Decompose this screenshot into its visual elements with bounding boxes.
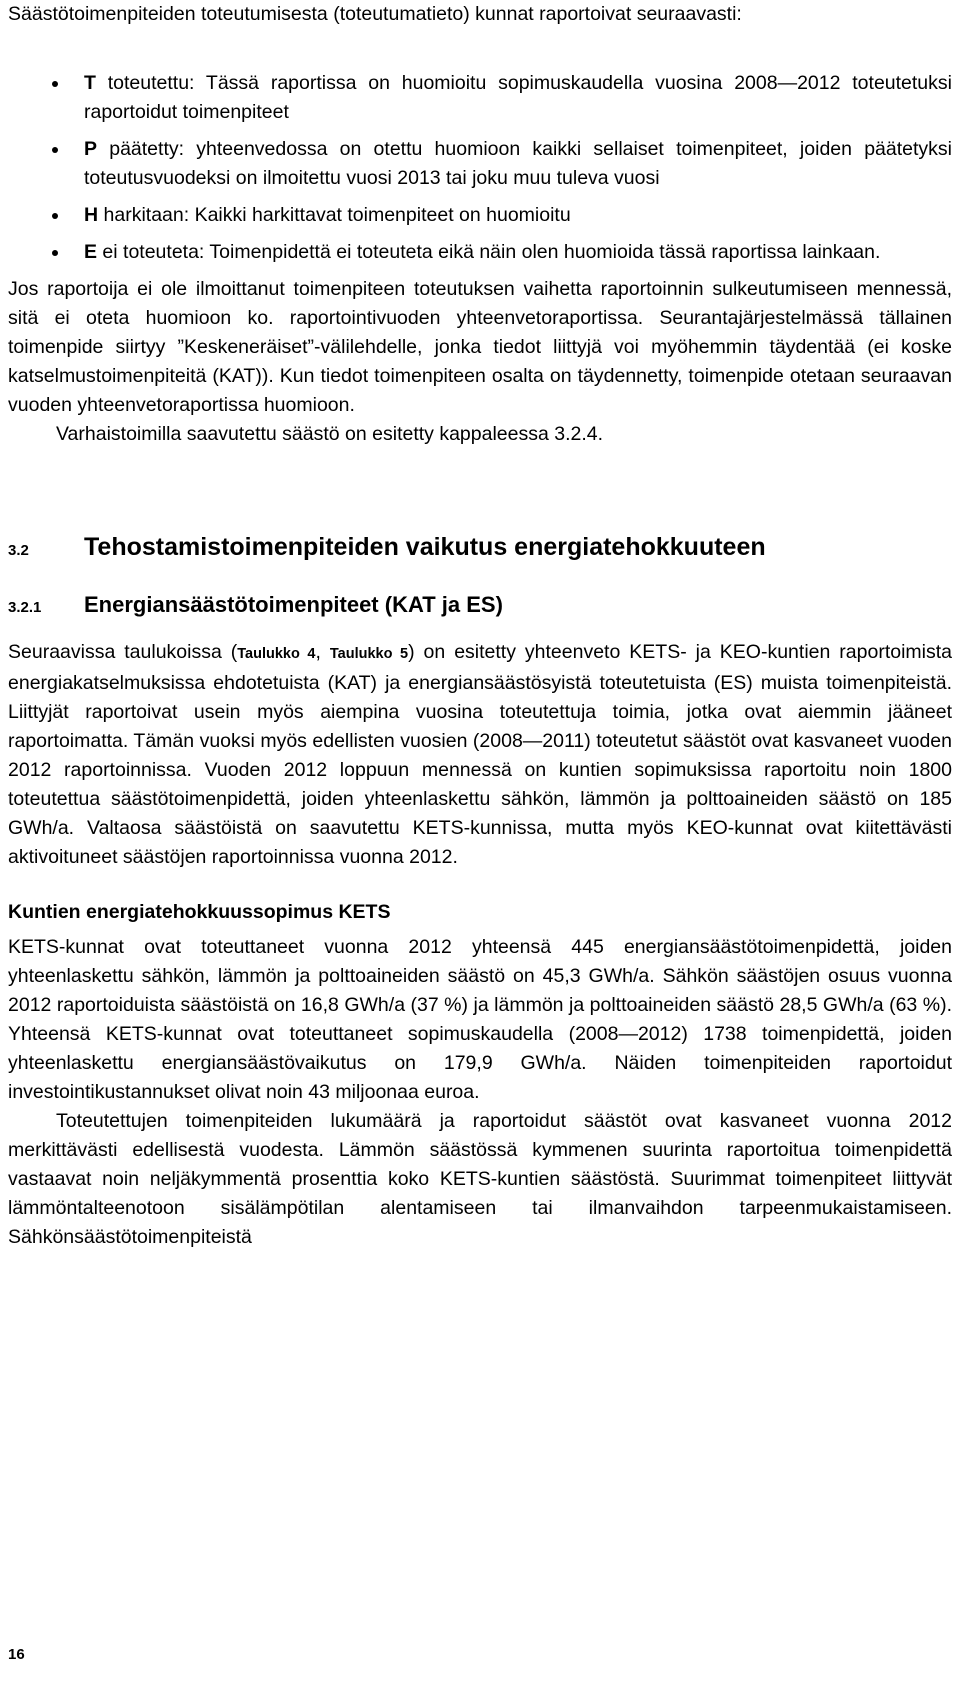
document-page (8, 0, 952, 1252)
bullet-text: päätetty: yhteenvedossa on otettu huomioon kaikki sellaiset toimenpiteet, joiden päätetyksi toteutusvuodeksi on ilmoitettu vuosi 2013 tai joku muu tuleva vuosi (84, 138, 952, 189)
bullet-key: T (84, 72, 96, 94)
bullet-icon (52, 147, 58, 153)
status-bullet-list (8, 69, 952, 267)
kets-heading: Kuntien energiatehokkuussopimus KETS (8, 901, 391, 923)
bullet-item-e (8, 238, 952, 267)
tables-text-after: ) on esitetty yhteenveto KETS- ja KEO-kuntien raportoimista energiakatselmuksissa ehdotetuista (KAT) ja energiansäästösyistä toteutetuista (ES) muista toimenpiteistä. Liittyjät raportoivat usein myös aiempina vuosina toteutettuja toimia, jotka ovat aiemmin jääneet raportoimatta. Tämän vuoksi myös edellisten vuosien (2008—2011) toteutetut säästöt ovat kasvaneet vuoden 2012 raportoinnissa. Vuoden 2012 loppuun mennessä on kuntien sopimuksissa raportoitu noin 1800 toteutettua säästötoimenpidettä, joiden yhteenlaskettu sähkön, lämmön ja polttoaineiden säästö on 185 GWh/a. Valtaosa säästöistä on saavutettu KETS-kunnissa, mutta myös KEO-kunnat ovat kiitettävästi aktivoituneet säästöjen raportoinnissa vuonna 2012. (8, 641, 953, 868)
subsection-title: Energiansäästötoimenpiteet (KAT ja ES) (84, 592, 503, 617)
bullet-key: P (84, 138, 98, 160)
section-title: Tehostamistoimenpiteiden vaikutus energiatehokkuuteen (84, 533, 766, 561)
bullet-key: E (84, 241, 98, 263)
bullet-text: harkitaan: Kaikki harkittavat toimenpiteet on huomioitu (98, 204, 571, 226)
subsection-number: 3.2.1 (8, 599, 42, 616)
bullet-text: ei toteuteta: Toimenpidettä ei toteuteta eikä näin olen huomioida tässä raportissa lainkaan. (97, 241, 881, 263)
section-heading (8, 533, 952, 562)
table-5-link[interactable]: Taulukko 5 (329, 646, 409, 662)
page-number: 16 (8, 1646, 25, 1663)
bullet-item-p (8, 135, 952, 193)
bullet-item-h (8, 201, 952, 230)
subsection-heading (8, 592, 952, 618)
bullet-key: H (84, 204, 99, 226)
early-actions-paragraph: Varhaistoimilla saavutettu säästö on esitetty kappaleessa 3.2.4. (56, 423, 604, 445)
kets-paragraph-2: Toteutettujen toimenpiteiden lukumäärä ja raportoidut säästöt ovat kasvaneet vuonna 2012 merkittävästi edellisestä vuodesta. Lämmön säästössä kymmenen suurinta raportoitua toimenpidettä vastaavat noin neljäkymmentä prosenttia koko KETS-kuntien säästöstä. Suurimmat toimenpiteet liittyvät lämmöntalteenotoon sisälämpötilan alentamiseen tai ilmanvaihdon tarpeenmukaistamiseen. Sähkönsäästötoimenpiteistä (8, 1110, 952, 1248)
reporting-paragraph: Jos raportoija ei ole ilmoittanut toimenpiteen toteutuksen vaihetta raportoinnin sulkeutumiseen mennessä, sitä ei oteta huomioon ko. raportointivuoden yhteenvetoraportissa. Seurantajärjestelmässä tällainen toimenpide siirtyy ”Keskeneräiset”-välilehdelle, jonka tiedot liittyjä voi myöhemmin täydentää (ei koske katselmustoimenpiteitä (KAT)). Kun tiedot toimenpiteen osalta on täydennetty, toimenpide otetaan seuraavan vuoden yhteenvetoraportissa huomioon. (8, 278, 952, 416)
tables-text-sep: , (315, 641, 330, 663)
bullet-item-t (8, 69, 952, 127)
tables-text-before: Seuraavissa taulukoissa ( (8, 641, 238, 663)
kets-paragraph-1: KETS-kunnat ovat toteuttaneet vuonna 2012 yhteensä 445 energiansäästötoimenpidettä, joiden yhteenlaskettu sähkön, lämmön ja polttoaineiden säästö on 45,3 GWh/a. Sähkön säästöjen osuus vuonna 2012 raportoiduista säästöistä on 16,8 GWh/a (37 %) ja lämmön ja polttoaineiden säästö 28,5 GWh/a (63 %). Yhteensä KETS-kunnat ovat toteuttaneet sopimuskaudella (2008—2012) 1738 toimenpidettä, joiden yhteenlaskettu energiansäästövaikutus on 179,9 GWh/a. Näiden toimenpiteiden raportoidut investointikustannukset olivat noin 43 miljoonaa euroa. (8, 936, 952, 1103)
intro-paragraph: Säästötoimenpiteiden toteutumisesta (toteutumatieto) kunnat raportoivat seuraavasti: (8, 3, 742, 25)
bullet-icon (52, 250, 58, 256)
section-number: 3.2 (8, 542, 29, 559)
bullet-text: toteutettu: Tässä raportissa on huomioitu sopimuskaudella vuosina 2008—2012 toteutetuksi raportoidut toimenpiteet (84, 72, 952, 123)
bullet-icon (52, 81, 58, 87)
bullet-icon (52, 213, 58, 219)
table-4-link[interactable]: Taulukko 4 (237, 646, 316, 662)
tables-paragraph (8, 638, 952, 872)
